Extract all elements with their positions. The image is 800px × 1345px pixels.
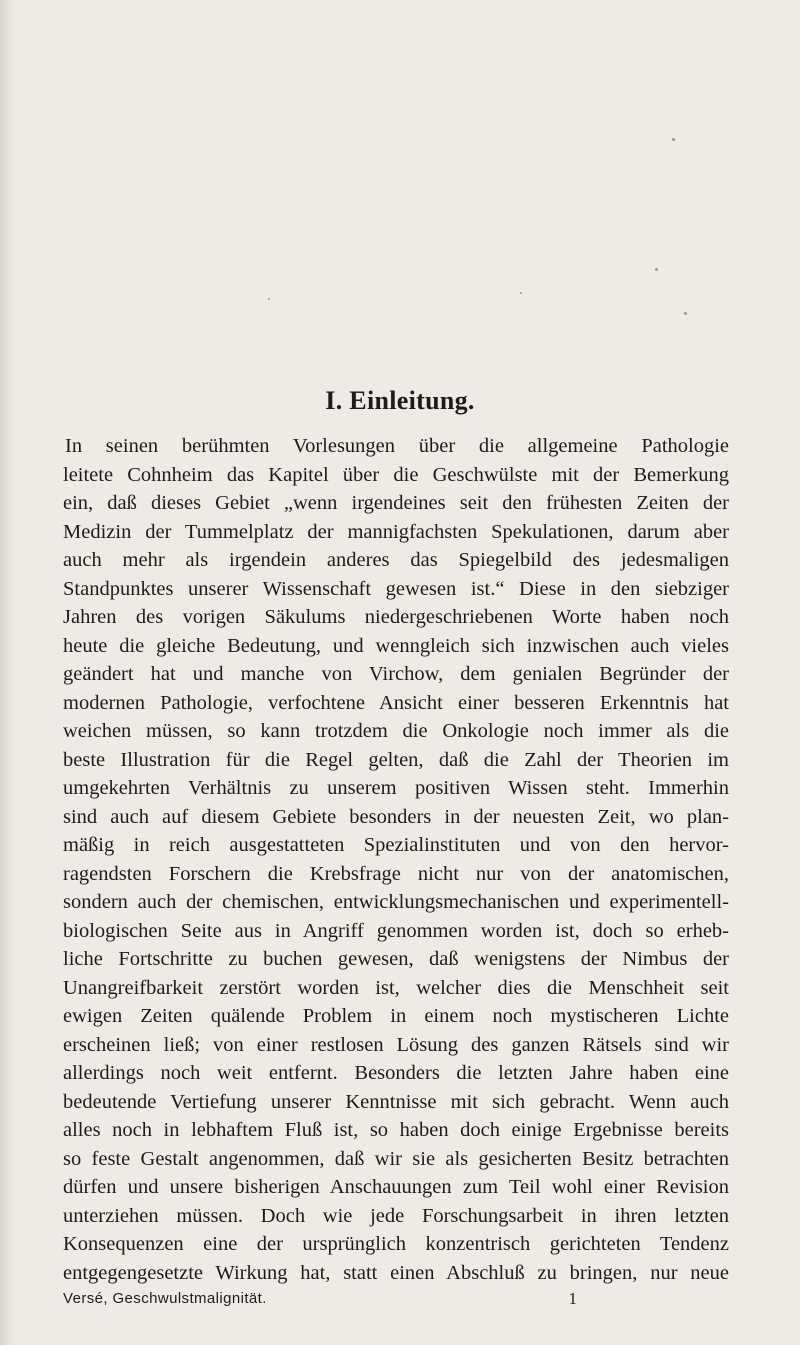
text-line: sondern auch der chemischen, entwicklungsmechanischen und experimentell-	[63, 891, 729, 913]
text-line: bedeutende Vertiefung unserer Kenntnisse mit sich gebracht. Wenn auch	[63, 1090, 729, 1113]
page-footer	[63, 1288, 729, 1310]
text-line: liche Fortschritte zu buchen gewesen, daß wenigstens der Nimbus der	[63, 948, 729, 970]
paper-speck	[520, 292, 522, 294]
text-line: biologischen Seite aus in Angriff genommen worden ist, doch so erheb-	[63, 919, 729, 942]
text-line: In seinen berühmten Vorlesungen über die allgemeine Pathologie	[65, 435, 729, 457]
page-edge-shadow	[0, 0, 14, 1345]
text-line: Unangreifbarkeit zerstört worden ist, welcher dies die Menschheit seit	[63, 976, 729, 999]
text-line: erscheinen ließ; von einer restlosen Lösung des ganzen Rätsels sind wir	[63, 1033, 729, 1056]
text-line: unterziehen müssen. Doch wie jede Forschungsarbeit in ihren letzten	[63, 1204, 729, 1227]
text-line: ragendsten Forschern die Krebsfrage nicht nur von der anatomischen,	[63, 862, 729, 885]
body-paragraph	[63, 432, 729, 1287]
text-line: Konsequenzen eine der ursprünglich konzentrisch gerichteten Tendenz	[63, 1233, 729, 1255]
text-line: alles noch in lebhaftem Fluß ist, so haben doch einige Ergebnisse bereits	[63, 1119, 729, 1141]
text-line: auch mehr als irgendein anderes das Spiegelbild des jedesmaligen	[63, 549, 729, 571]
text-line: geändert hat und manche von Virchow, dem genialen Begründer der	[63, 663, 729, 685]
text-line: allerdings noch weit entfernt. Besonders die letzten Jahre haben eine	[63, 1062, 729, 1084]
text-line: Medizin der Tummelplatz der mannigfachsten Spekulationen, darum aber	[63, 520, 729, 543]
paper-speck	[672, 138, 675, 141]
paper-speck	[268, 298, 270, 300]
paper-speck	[655, 268, 658, 271]
paper-speck	[684, 312, 687, 315]
text-line: heute die gleiche Bedeutung, und wenngleich sich inzwischen auch vieles	[63, 634, 729, 657]
text-line: Standpunktes unserer Wissenschaft gewesen ist.“ Diese in den siebziger	[63, 577, 729, 600]
text-line: leitete Cohnheim das Kapitel über die Geschwülste mit der Bemerkung	[63, 463, 729, 486]
chapter-heading: I. Einleitung.	[325, 386, 475, 415]
text-line: so feste Gestalt angenommen, daß wir sie als gesicherten Besitz betrachten	[63, 1147, 729, 1170]
text-line: mäßig in reich ausgestatteten Spezialinstituten und von den hervor-	[63, 834, 729, 856]
text-line: weichen müssen, so kann trotzdem die Onkologie noch immer als die	[63, 720, 729, 742]
text-line: entgegengesetzte Wirkung hat, statt einen Abschluß zu bringen, nur neue	[63, 1261, 729, 1284]
text-line: sind auch auf diesem Gebiete besonders in der neuesten Zeit, wo plan-	[63, 805, 729, 828]
text-line: modernen Pathologie, verfochtene Ansicht einer besseren Erkenntnis hat	[63, 691, 729, 714]
text-line: Jahren des vorigen Säkulums niedergeschriebenen Worte haben noch	[63, 606, 729, 628]
signature-mark: Versé, Geschwulstmalignität.	[63, 1290, 267, 1307]
text-line: dürfen und unsere bisherigen Anschauungen zum Teil wohl einer Revision	[63, 1176, 729, 1198]
text-line: ewigen Zeiten quälende Problem in einem noch mystischeren Lichte	[63, 1005, 729, 1027]
page-number: 1	[568, 1289, 577, 1308]
text-line: ein, daß dieses Gebiet „wenn irgendeines seit den frühesten Zeiten der	[63, 492, 729, 514]
text-line: beste Illustration für die Regel gelten, daß die Zahl der Theorien im	[63, 748, 729, 771]
text-line: umgekehrten Verhältnis zu unserem positiven Wissen steht. Immerhin	[63, 777, 729, 799]
